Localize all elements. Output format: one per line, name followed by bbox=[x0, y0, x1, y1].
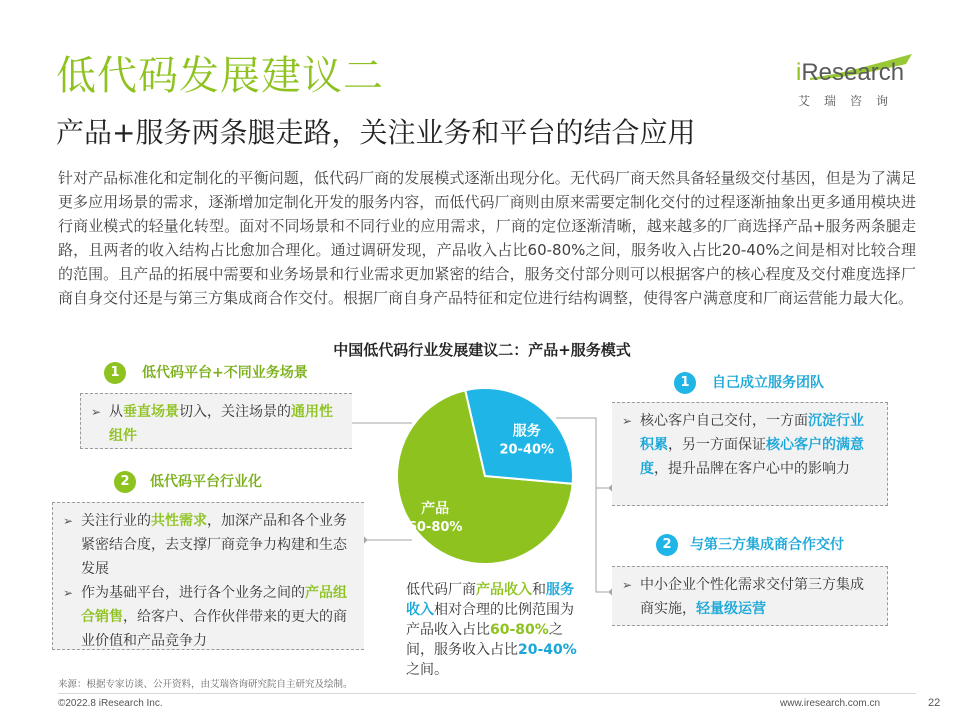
logo-i: i bbox=[796, 59, 802, 86]
left-box-1 bbox=[80, 393, 352, 449]
right-box-2 bbox=[612, 566, 888, 626]
highlight-text: 通用性组件 bbox=[109, 404, 333, 444]
bullet-text: ，另一方面保证 bbox=[668, 437, 766, 453]
highlight-text: 60-80% bbox=[490, 622, 549, 638]
left-heading-2: 低代码平台行业化 bbox=[150, 474, 262, 490]
highlight-text: 垂直场景 bbox=[123, 404, 179, 420]
bullet-item bbox=[622, 573, 877, 621]
footer-divider bbox=[58, 693, 916, 694]
pie-label-value: 20-40% bbox=[499, 442, 555, 458]
note-text: 相对合理的比例范围为产品收入占比 bbox=[406, 602, 574, 638]
chart-title: 中国低代码行业发展建议二：产品+服务模式 bbox=[333, 341, 631, 359]
pie-label-category: 服务 bbox=[512, 423, 541, 440]
right-heading-2: 与第三方集成商合作交付 bbox=[690, 537, 844, 553]
logo-word-rest: Research bbox=[801, 59, 905, 86]
highlight-text: 沉淀行业积累 bbox=[640, 413, 864, 453]
note-text: 之间。 bbox=[406, 662, 448, 678]
highlight-text: 轻量级运营 bbox=[696, 601, 766, 617]
bullet-text: 核心客户自己交付，一方面 bbox=[640, 413, 808, 429]
section-number-badge: 1 bbox=[104, 362, 126, 384]
bullet-item bbox=[622, 409, 877, 481]
highlight-text: 服务收入 bbox=[406, 582, 574, 618]
bullet-text: ，加深产品和各个业务紧密结合度，去支撑厂商竞争力构建和生态发展 bbox=[81, 513, 347, 577]
bullet-text: 关注行业的 bbox=[81, 513, 151, 529]
bullet-text: 切入，关注场景的 bbox=[179, 404, 291, 420]
logo-chinese: 艾瑞咨询 bbox=[798, 94, 903, 108]
bullet-text: ，给客户、合作伙伴带来的更大的商业价值和产品竞争力 bbox=[81, 609, 347, 649]
page-title: 低代码发展建议二 bbox=[56, 53, 384, 99]
connector-right-bottom bbox=[596, 488, 612, 592]
highlight-text: 产品收入 bbox=[476, 582, 532, 598]
source-note: 来源：根据专家访谈、公开资料，由艾瑞咨询研究院自主研究及绘制。 bbox=[58, 679, 353, 690]
note-text: 和 bbox=[532, 582, 546, 598]
bullet-item bbox=[63, 509, 354, 581]
section-number-badge: 2 bbox=[656, 534, 678, 556]
right-box-1 bbox=[612, 402, 888, 506]
section-number-badge: 2 bbox=[114, 471, 136, 493]
bullet-text: 作为基础平台，进行各个业务之间的 bbox=[81, 585, 305, 601]
bullet-item bbox=[63, 581, 354, 653]
pie-label-value: 60-80% bbox=[407, 520, 463, 536]
pie-label-category: 产品 bbox=[421, 501, 450, 518]
bullet-text: 中小企业个性化需求交付第三方集成商实施， bbox=[640, 577, 864, 617]
right-heading-1: 自己成立服务团队 bbox=[712, 375, 824, 391]
copyright: ©2022.8 iResearch Inc. bbox=[58, 698, 163, 709]
highlight-text: 共性需求 bbox=[151, 513, 207, 529]
center-note bbox=[406, 580, 584, 680]
page-subtitle: 产品+服务两条腿走路，关注业务和平台的结合应用 bbox=[56, 116, 696, 149]
intro-paragraph: 针对产品标准化和定制化的平衡问题，低代码厂商的发展模式逐渐出现分化。无代码厂商天然具备轻量级交付基因，但是为了满足更多应用场景的需求，逐渐增加定制化开发的服务内容，而低代码厂商则由原来需要定制化交付的过程逐渐抽象出更多通用模块进行商业模式的轻量化转型。面对不同场景和不同行业的应用需求，厂商的定位逐渐清晰，越来越多的厂商选择产品+服务两条腿走路，且两者的收入结构占比愈加合理化。通过调研发现，产品收入占比60-80%之间，服务收入占比20-40%之间是相对比较合理的范围。且产品的拓展中需要和业务场景和行业需求更加紧密的结合，服务交付部分则可以根据客户的核心程度及交付难度选择厂商自身交付还是与第三方集成商合作交付。根据厂商自身产品特征和定位进行结构调整，使得客户满意度和厂商运营能力最大化。 bbox=[58, 169, 916, 307]
bullet-text: 从 bbox=[109, 404, 123, 420]
left-heading-1: 低代码平台+不同业务场景 bbox=[142, 365, 308, 381]
highlight-text: 核心客户的满意度 bbox=[640, 437, 864, 477]
left-box-2 bbox=[52, 502, 364, 650]
highlight-text: 20-40% bbox=[518, 642, 577, 658]
page-number: 22 bbox=[928, 697, 941, 709]
highlight-text: 产品组合销售 bbox=[81, 585, 347, 625]
pie-chart bbox=[390, 386, 590, 566]
website-link[interactable]: www.iresearch.com.cn bbox=[780, 698, 881, 709]
bullet-text: ，提升品牌在客户心中的影响力 bbox=[654, 461, 850, 477]
note-text: 之间，服务收入占比 bbox=[406, 622, 563, 658]
note-text: 低代码厂商 bbox=[406, 582, 476, 598]
bullet-item bbox=[91, 400, 342, 448]
section-number-badge: 1 bbox=[674, 372, 696, 394]
